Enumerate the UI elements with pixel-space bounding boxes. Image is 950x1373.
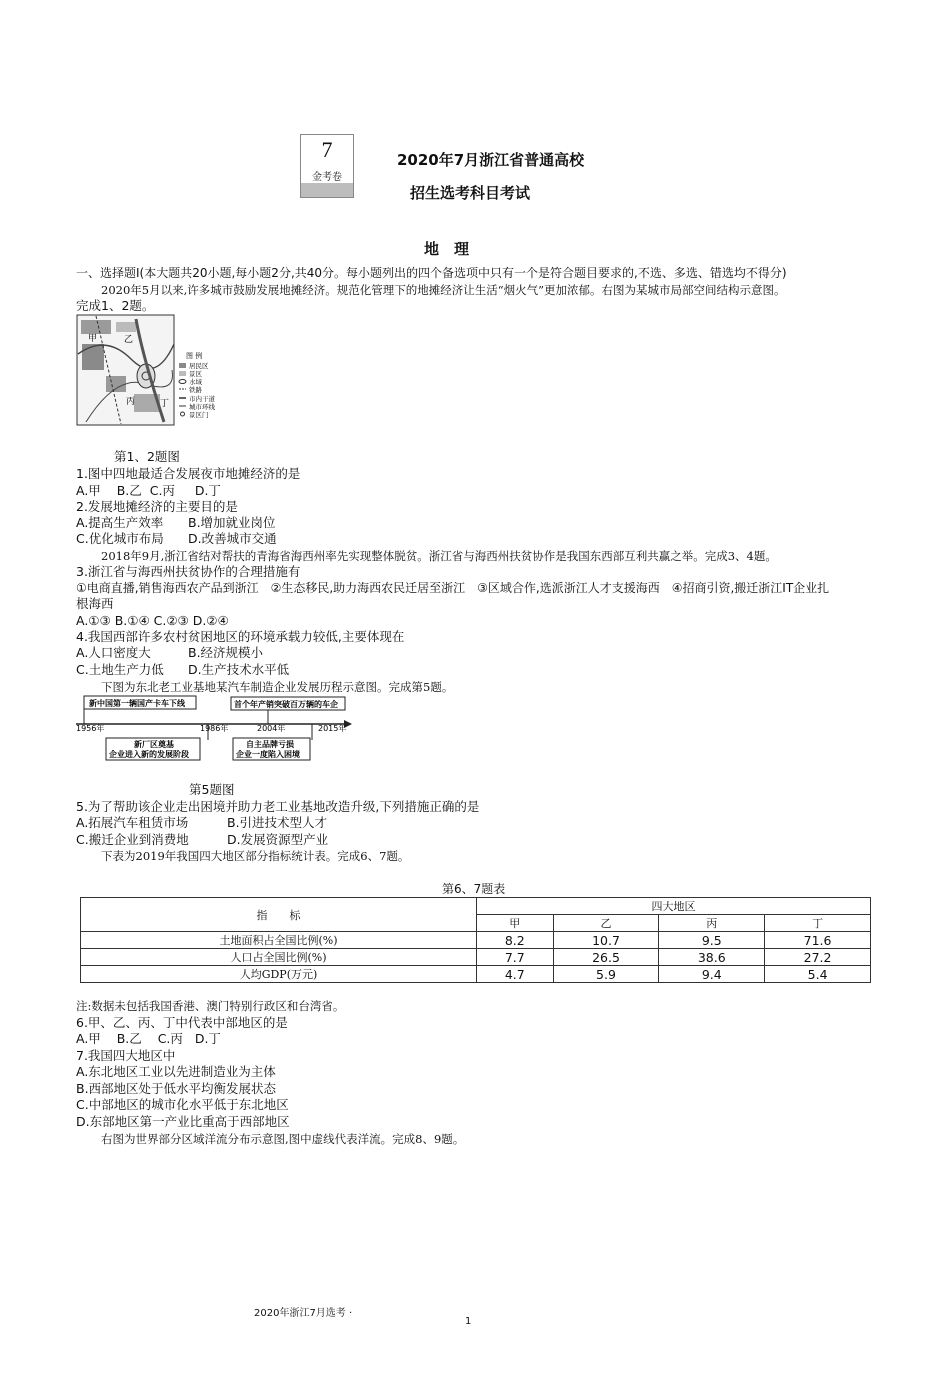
table-note: 注:数据未包括我国香港、澳门特别行政区和台湾省。 — [76, 999, 345, 1013]
table-cell: 8.2 — [477, 932, 554, 949]
paper-badge — [300, 134, 354, 198]
legend-gate: 景区门 — [189, 411, 209, 419]
year-2015: 2015年 — [318, 724, 347, 733]
q3-stem: 3.浙江省与海西州扶贫协作的合理措施有 — [76, 564, 301, 579]
year-2004: 2004年 — [257, 724, 286, 733]
col-jia: 甲 — [477, 915, 554, 932]
row-label: 人口占全国比例(%) — [81, 949, 477, 966]
q2-option-c[interactable]: C.优化城市布局 — [76, 531, 164, 546]
q4-option-d[interactable]: D.生产技术水平低 — [188, 662, 290, 677]
table-cell: 4.7 — [477, 966, 554, 983]
intro-q1-2: 2020年5月以来,许多城市鼓励发展地摊经济。规范化管理下的地摊经济让生活“烟火气”更加浓郁。右图为某城市局部空间结构示意图。 — [101, 283, 786, 297]
indicator-header: 指 标 — [81, 898, 477, 932]
q1-options — [76, 483, 221, 499]
q6-option-d[interactable]: D.丁 — [194, 1031, 221, 1046]
legend-residential: 居民区 — [189, 362, 209, 370]
exam-title-line2: 招生选考科目考试 — [410, 184, 531, 202]
row-label: 土地面积占全国比例(%) — [81, 932, 477, 949]
q6-option-b[interactable]: B.乙 — [116, 1031, 142, 1046]
badge-number: 7 — [321, 137, 333, 162]
legend-water: 水域 — [189, 378, 202, 386]
table-cell: 9.4 — [659, 966, 765, 983]
intro-q3-4: 2018年9月,浙江省结对帮扶的青海省海西州率先实现整体脱贫。浙江省与海西州扶贫协作是我国东西部互利共赢之举。完成3、4题。 — [101, 549, 777, 563]
timeline-box1: 新中国第一辆国产卡车下线 — [89, 699, 185, 708]
table-cell: 26.5 — [553, 949, 659, 966]
page-number: 1 — [465, 1316, 472, 1327]
col-bing: 丙 — [659, 915, 765, 932]
q5-option-d[interactable]: D.发展资源型产业 — [227, 832, 329, 847]
q2-option-b[interactable]: B.增加就业岗位 — [188, 515, 276, 530]
q7-option-c[interactable]: C.中部地区的城市化水平低于东北地区 — [76, 1097, 289, 1112]
q5-stem: 5.为了帮助该企业走出困境并助力老工业基地改造升级,下列措施正确的是 — [76, 799, 480, 814]
table-cell: 71.6 — [765, 932, 871, 949]
table-cell: 5.4 — [765, 966, 871, 983]
timeline-box4-line2: 企业一度陷入困境 — [236, 750, 300, 759]
map-label-bing: 丙 — [126, 397, 136, 407]
q6-stem: 6.甲、乙、丙、丁中代表中部地区的是 — [76, 1015, 288, 1030]
table-cell: 9.5 — [659, 932, 765, 949]
footer-label: 2020年浙江7月选考 · — [254, 1308, 353, 1319]
badge-bar — [301, 183, 353, 197]
q2-option-d[interactable]: D.改善城市交通 — [188, 531, 277, 546]
map-label-jia: 甲 — [88, 334, 98, 344]
q1-option-b[interactable]: B.乙 — [116, 483, 142, 498]
subject-title: 地 理 — [424, 240, 470, 258]
q3-options[interactable]: A.①③ B.①④ C.②③ D.②④ — [76, 613, 229, 628]
year-1986: 1986年 — [200, 724, 229, 733]
q7-option-a[interactable]: A.东北地区工业以先进制造业为主体 — [76, 1064, 276, 1079]
legend-railway: 铁路 — [189, 386, 202, 394]
table-caption: 第6、7题表 — [442, 882, 506, 896]
q6-option-a[interactable]: A.甲 — [76, 1031, 101, 1046]
table-row — [81, 949, 871, 966]
table-cell: 7.7 — [477, 949, 554, 966]
q3-items-cont: 根海西 — [76, 596, 114, 611]
year-1956: 1956年 — [76, 724, 105, 733]
row-label: 人均GDP(万元) — [81, 966, 477, 983]
table-cell: 38.6 — [659, 949, 765, 966]
map-label-ding: 丁 — [160, 399, 170, 409]
q5-option-b[interactable]: B.引进技术型人才 — [227, 815, 328, 830]
badge-label: 金考卷 — [312, 172, 342, 183]
q4-stem: 4.我国西部许多农村贫困地区的环境承载力较低,主要体现在 — [76, 629, 405, 644]
col-ding: 丁 — [765, 915, 871, 932]
timeline-box2: 首个年产销突破百万辆的车企 — [234, 700, 338, 709]
timeline-box4-line1: 自主品牌亏损 — [246, 740, 294, 749]
q1-option-a[interactable]: A.甲 — [76, 483, 101, 498]
table-row — [81, 932, 871, 949]
table-cell: 27.2 — [765, 949, 871, 966]
intro-q8-9: 右图为世界部分区域洋流分布示意图,图中虚线代表洋流。完成8、9题。 — [101, 1132, 465, 1146]
q5-option-c[interactable]: C.搬迁企业到消费地 — [76, 832, 189, 847]
timeline-box3-line1: 新厂区奠基 — [134, 740, 174, 749]
q1-option-d[interactable]: D.丁 — [194, 483, 221, 498]
map-legend — [179, 351, 216, 419]
table-cell: 5.9 — [553, 966, 659, 983]
q6-options — [76, 1031, 221, 1047]
table-header-row — [81, 898, 871, 915]
q6-option-c[interactable]: C.丙 — [157, 1031, 183, 1046]
q7-option-d[interactable]: D.东部地区第一产业比重高于西部地区 — [76, 1114, 290, 1129]
regional-stats-table — [80, 897, 871, 983]
section-heading: 一、选择题Ⅰ(本大题共20小题,每小题2分,共40分。每小题列出的四个备选项中只有一个是符合题目要求的,不选、多选、错选均不得分) — [76, 266, 787, 280]
q4-option-c[interactable]: C.土地生产力低 — [76, 662, 164, 677]
table-row — [81, 966, 871, 983]
intro-q6-7: 下表为2019年我国四大地区部分指标统计表。完成6、7题。 — [101, 849, 410, 863]
q7-stem: 7.我国四大地区中 — [76, 1048, 176, 1063]
fig1-caption: 第1、2题图 — [114, 449, 180, 464]
q5-option-a[interactable]: A.拓展汽车租赁市场 — [76, 815, 189, 830]
col-yi: 乙 — [553, 915, 659, 932]
q1-option-c[interactable]: C.丙 — [149, 483, 175, 498]
intro-q1-2-end: 完成1、2题。 — [76, 298, 155, 313]
q1-stem: 1.图中四地最适合发展夜市地摊经济的是 — [76, 466, 301, 481]
q3-items: ①电商直播,销售海西农产品到浙江 ②生态移民,助力海西农民迁居至浙江 ③区域合作,选派浙江人才支援海西 ④招商引资,搬迁浙江IT企业扎 — [76, 581, 830, 595]
city-structure-map — [76, 314, 236, 426]
intro-q5: 下图为东北老工业基地某汽车制造企业发展历程示意图。完成第5题。 — [101, 680, 454, 694]
q2-option-a[interactable]: A.提高生产效率 — [76, 515, 164, 530]
table-cell: 10.7 — [553, 932, 659, 949]
fig5-caption: 第5题图 — [189, 782, 235, 797]
legend-ring-road: 城市环线 — [189, 403, 215, 411]
q7-option-b[interactable]: B.西部地区处于低水平均衡发展状态 — [76, 1081, 277, 1096]
company-timeline — [76, 694, 356, 762]
timeline-box3-line2: 企业进入新的发展阶段 — [109, 750, 189, 759]
legend-scenic: 景区 — [189, 370, 202, 378]
legend-title: 图 例 — [186, 352, 203, 360]
map-label-yi: 乙 — [124, 335, 134, 345]
q4-option-b[interactable]: B.经济规模小 — [188, 645, 264, 660]
region-header: 四大地区 — [477, 898, 871, 915]
exam-title-line1: 2020年7月浙江省普通高校 — [397, 151, 585, 169]
q2-stem: 2.发展地摊经济的主要目的是 — [76, 499, 238, 514]
legend-main-road: 市内干道 — [189, 395, 215, 403]
q4-option-a[interactable]: A.人口密度大 — [76, 645, 151, 660]
